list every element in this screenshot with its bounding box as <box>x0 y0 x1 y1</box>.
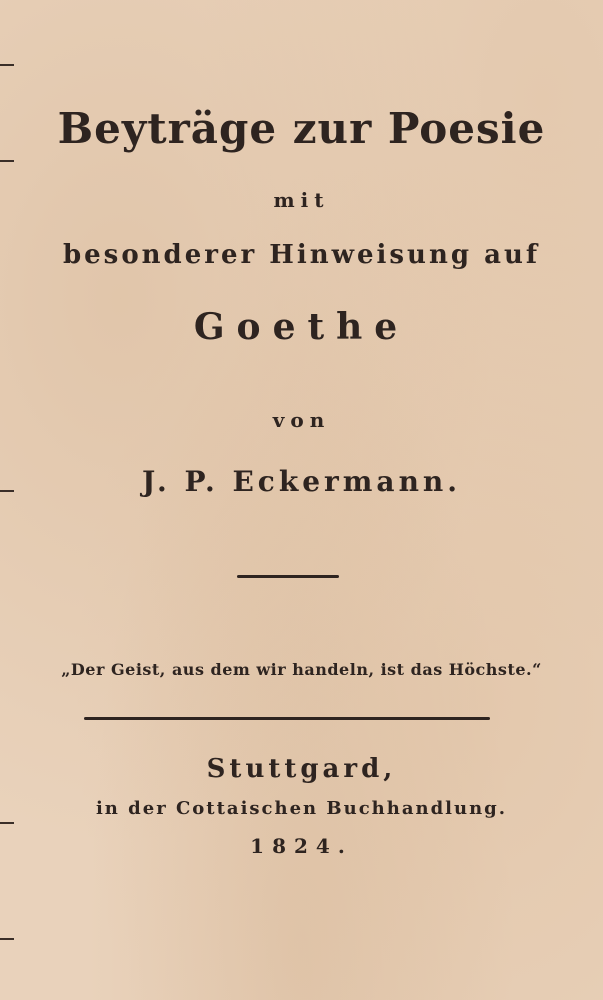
book-title: Beyträge zur Poesie <box>57 104 546 153</box>
book-subtitle: besonderer Hinweisung auf <box>62 240 541 270</box>
margin-mark <box>0 160 14 162</box>
connector-von: von <box>272 408 331 432</box>
publication-year: 1824. <box>250 834 353 858</box>
ornamental-rule <box>237 575 339 578</box>
connector-mit: mit <box>273 188 330 212</box>
subject-name: Goethe <box>193 306 410 348</box>
author-name: J. P. Eckermann. <box>141 465 462 498</box>
margin-mark <box>0 64 14 66</box>
divider-rule <box>84 717 490 720</box>
margin-mark <box>0 822 14 824</box>
publication-place: Stuttgard, <box>206 754 397 784</box>
motto: „Der Geist, aus dem wir handeln, ist das Höchste.“ <box>61 660 542 679</box>
publisher: in der Cottaischen Buchhandlung. <box>95 798 508 819</box>
margin-mark <box>0 938 14 940</box>
